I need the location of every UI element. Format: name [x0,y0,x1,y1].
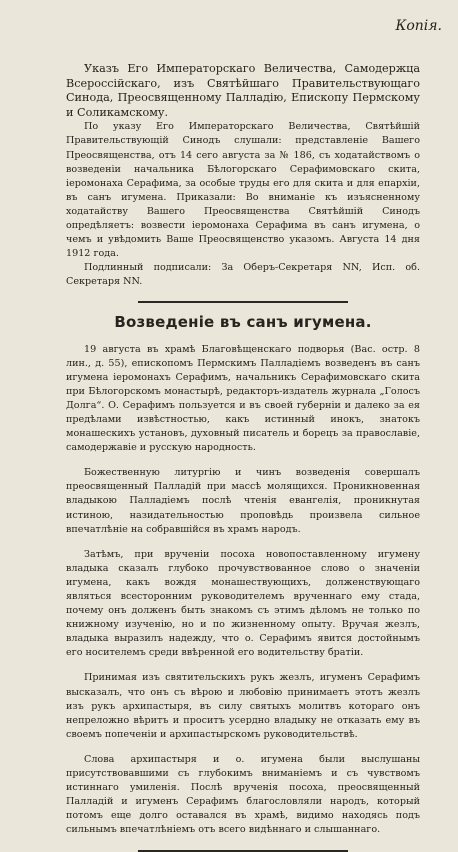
ukaz-body: По указу Его Императорскаго Величества, Святѣйшій Правительствующій Синодъ слушали: представленіе Вашего Преосвященства, отъ 14 сего августа за № 186, съ ходатайствомъ о возведеніи начальника Бѣлогорскаго Серафимовскаго скита, іеромонаха Серафима, за особые труды его для скита и для епархіи, въ санъ игумена. Приказали: Во вниманіе къ изъясненному ходатайству Вашего Преосвященства Святѣйшій Синодъ опредѣляетъ: возвести іеромонаха Серафима въ санъ игумена, о чемъ и увѣдомить Ваше Преосвященство указомъ. Августа 14 дня 1912 года. [66,121,420,260]
ukaz-signature: Подлинный подписали: За Оберъ-Секретаря NN, Исп. об. Секретаря NN. [66,262,420,288]
article-paragraph: Принимая изъ святительскихъ рукъ жезлъ, игуменъ Серафимъ высказалъ, что онъ съ вѣрою и любовію принимаетъ этотъ жезлъ изъ рукъ архипастыря, въ силу святыхъ молитвъ котораго онъ непреложно вѣритъ и проситъ усердно владыку не отказать ему въ своемъ попеченіи и архипастырскомъ руководительствѣ. [66,672,420,740]
copy-label: Копія. [395,18,442,34]
bottom-divider [138,850,348,852]
article-paragraph: Божественную литургію и чинъ возведенія совершалъ преосвященный Палладій при массѣ молящихся. Проникновенная владыкою Палладіемъ послѣ чтенія евангелія, проникнутая истиною, назидательностью проповѣдь произвела сильное впечатлѣніе на собравшійся въ храмъ народъ. [66,467,420,535]
article-paragraph: Слова архипастыря и о. игумена были выслушаны присутствовавшими съ глубокимъ вниманіемъ и съ чувствомъ истиннаго умиленія. Послѣ врученія посоха, преосвященный Палладій и игуменъ Серафимъ благословляли народъ, который потомъ еще долго оставался въ храмѣ, видимо находясь подъ сильнымъ впечатлѣніемъ отъ всего видѣннаго и слышаннаго. [66,753,420,836]
top-divider [138,301,348,303]
article-paragraph: Затѣмъ, при врученіи посоха новопоставленному игумену владыка сказалъ глубоко прочувствованное слово о значеніи игумена, какъ вождя монашествующихъ, долженствующаго являться всесторонним руководителемъ врученнаго ему стада, почему онъ долженъ быть знакомъ съ этимъ дѣломъ не только по книжному изученію, но и по жизненному опыту. Вручая жезлъ, владыка выразилъ надежду, что о. Серафимъ явится достойнымъ его носителемъ среди ввѣренной его водительству братіи. [66,548,420,659]
article-paragraph: 19 августа въ храмѣ Благовѣщенскаго подворья (Вас. остр. 8 лин., д. 55), епископомъ Пермскимъ Палладіемъ возведенъ въ санъ игумена іеромонахъ Серафимъ, начальникъ Серафимовскаго скита при Бѣлогорскомъ монастырѣ, редакторъ-издатель журнала „Голосъ Долга“. О. Серафимъ пользуется и въ своей губерніи и далеко за ея предѣлами извѣстностью, какъ истинный инокъ, знатокъ монашескихъ установъ, духовный писатель и борецъ за православіе, самодержавіе и русскую народность. [66,343,420,454]
ukaz-intro: Указъ Его Императорскаго Величества, Самодержца Всероссійскаго, изъ Святѣйшаго Правительствующаго Синода, Преосвященному Палладію, Епископу Пермскому и Соликамскому. [66,62,420,119]
article-title: Возведеніе въ санъ игумена. [114,312,372,331]
